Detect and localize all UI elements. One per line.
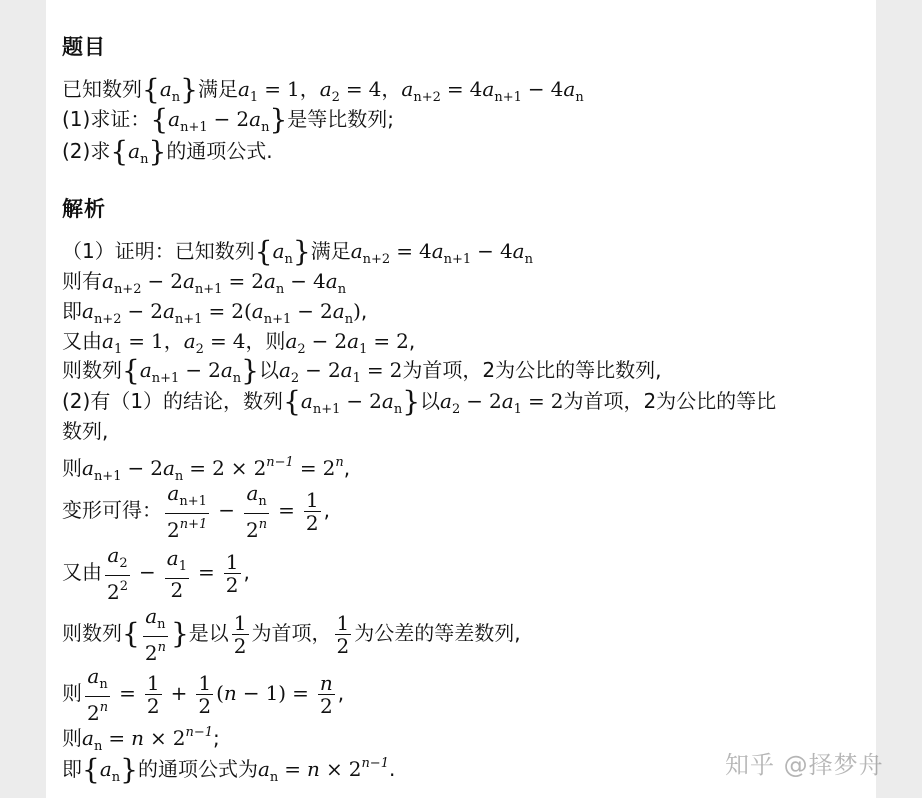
fraction: $\frac{1}{2}$: [305, 488, 319, 535]
solution-line-11: 则数列{ $\frac{a_n}{2^n}$ }是以 $\frac{1}{2}$ 为首项， $\frac{1}{2}$ 为公差的等差数列,: [62, 604, 521, 665]
fraction: $\frac{1}{2}$: [336, 611, 350, 658]
solution-line-10: 又由 $\frac{a_2}{2^2}$ − $\frac{a_1}{2}$ = $\frac{1}{2}$ ,: [62, 543, 250, 604]
fraction: $\frac{a_{n+1}}{2^{n+1}}$: [167, 481, 208, 542]
solution-line-6: (2)有（1）的结论，数列$\{a_{n+1} - 2a_n\}$以$a_2 - 2a_1 = 2$为首项，2为公比的等比: [62, 385, 777, 418]
problem-heading: 题目: [62, 35, 106, 59]
solution-heading: 解析: [62, 197, 106, 221]
fraction: $\frac{a_1}{2}$: [166, 545, 187, 602]
problem-line-1: 已知数列$\{a_n\}$满足$a_1 = 1$，$a_2 = 4$，$a_{n+2} = 4a_{n+1} - 4a_n$: [62, 73, 584, 106]
fraction: $\frac{1}{2}$: [225, 550, 239, 597]
fraction: $\frac{n}{2}$: [319, 671, 333, 718]
fraction: $\frac{a_n}{2^n}$: [246, 481, 268, 542]
fraction: $\frac{a_n}{2^n}$: [87, 664, 109, 725]
solution-line-1: （1）证明：已知数列$\{a_n\}$满足$a_{n+2} = 4a_{n+1} - 4a_n$: [62, 235, 533, 268]
solution-line-13: 则$a_n = n \times 2^{n-1}$;: [62, 725, 220, 754]
solution-line-5: 则数列$\{a_{n+1} - 2a_n\}$以$a_2 - 2a_1 = 2$为首项，2为公比的等比数列,: [62, 354, 662, 387]
fraction: $\frac{1}{2}$: [146, 671, 160, 718]
fraction: $\frac{1}{2}$: [198, 671, 212, 718]
solution-line-3: 即$a_{n+2} - 2a_{n+1} = 2(a_{n+1} - 2a_n)$,: [62, 299, 368, 327]
content-card: [46, 0, 876, 798]
zhihu-watermark: 知乎 @择梦舟: [725, 751, 884, 779]
solution-line-12: 则 $\frac{a_n}{2^n}$ = $\frac{1}{2}$ + $\frac{1}{2}$ (n − 1) = $\frac{n}{2}$ ,: [62, 664, 345, 725]
solution-line-7: 数列,: [62, 419, 109, 443]
problem-line-3: (2)求$\{a_n\}$的通项公式.: [62, 135, 273, 168]
problem-line-2: (1)求证：$\{a_{n+1} - 2a_n\}$是等比数列;: [62, 103, 395, 136]
solution-line-8: 则$a_{n+1} - 2a_n = 2 \times 2^{n-1} = 2^n$,: [62, 455, 351, 484]
solution-line-2: 则有$a_{n+2} - 2a_{n+1} = 2a_n - 4a_n$: [62, 269, 347, 297]
solution-line-9: 变形可得： $\frac{a_{n+1}}{2^{n+1}}$ − $\frac{a_n}{2^n}$ = $\frac{1}{2}$ ,: [62, 481, 331, 542]
solution-line-4: 又由$a_1 = 1$，$a_2 = 4$，则$a_2 - 2a_1 = 2$,: [62, 329, 416, 357]
fraction: $\frac{1}{2}$: [233, 611, 247, 658]
fraction: $\frac{a_2}{2^2}$: [107, 543, 129, 604]
solution-line-14: 即$\{a_n\}$的通项公式为$a_n = n \times 2^{n-1}$.: [62, 753, 396, 786]
fraction: $\frac{a_n}{2^n}$: [144, 604, 166, 665]
